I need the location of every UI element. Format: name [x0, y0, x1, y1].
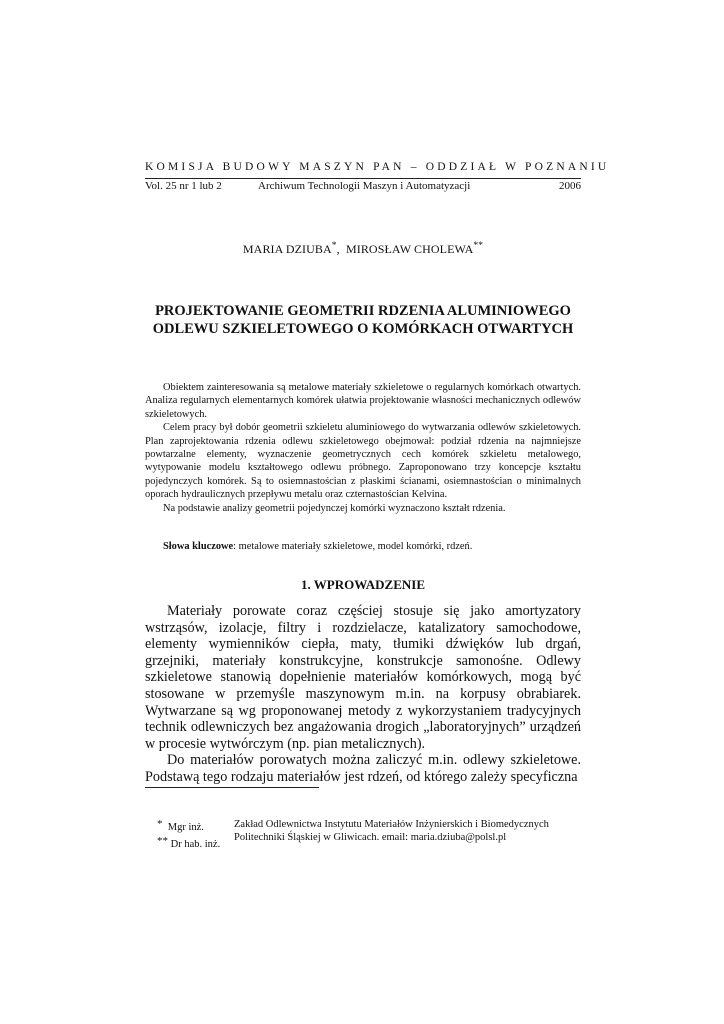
keywords-text: : metalowe materiały szkieletowe, model komórki, rdzeń. — [233, 541, 473, 552]
footnote-affiliation: Zakład Odlewnictwa Instytutu Materiałów Inżynierskich i Biomedycznych Politechniki Śląskiej w Gliwicach. email: maria.dziuba@polsl.pl — [234, 819, 549, 843]
footnote-2-title — [157, 835, 220, 850]
keywords — [145, 540, 581, 553]
title-line-2: ODLEWU SZKIELETOWEGO O KOMÓRKACH OTWARTYCH — [152, 321, 574, 337]
journal-header-line — [145, 180, 581, 192]
footnote-1-mark: * — [157, 818, 163, 830]
author-1-mark: * — [331, 241, 337, 251]
author-separator: , — [336, 242, 340, 256]
title-line-1: PROJEKTOWANIE GEOMETRII RDZENIA ALUMINIOWEGO — [155, 303, 571, 319]
author-list — [145, 241, 581, 257]
author-2-mark: ** — [473, 241, 484, 251]
journal-name: Archiwum Technologii Maszyn i Automatyzacji — [258, 180, 471, 192]
body-paragraph: Materiały porowate coraz częściej stosuje się jako amortyzatory wstrząsów, izolacje, filtry i rozdzielacze, katalizatory samochodowe, elementy wymienników ciepła, maty, tłumiki dźwięków lub drgań, grzejniki, materiały konstrukcyjne, konstrukcje samonośne. Odlewy szkieletowe stanowią dopełnienie materiałów komórkowych, mogą być stosowane w przemyśle maszynowym m.in. na korpusy obrabiarek. Wytwarzane są wg proponowanej metody z wykorzystaniem tradycyjnych technik odlewniczych bez angażowania drogich „laboratoryjnych” urządzeń w procesie wytwórczym (np. pian metalicznych). — [145, 603, 581, 752]
footnote-2-mark: ** — [157, 835, 168, 847]
section-body — [145, 603, 581, 786]
footnote-rule — [145, 787, 319, 788]
author-1: MARIA DZIUBA — [242, 242, 332, 256]
paper-title — [145, 302, 581, 338]
author-2: MIROSŁAW CHOLEWA — [345, 242, 474, 256]
volume-label: Vol. 25 nr 1 lub 2 — [145, 180, 222, 192]
abstract-paragraph: Celem pracy był dobór geometrii szkieletu aluminiowego do wytwarzania odlewów szkieletowych. Plan zaprojektowania rdzenia odlewu szkieletowego obejmował: podział rdzenia na najmniejsze powtarzalne elementy, wyznaczenie geometrycznych cech komórek szkieletu metalowego, wytypowanie modelu kształtowego odlewu próbnego. Zaproponowano trzy koncepcje kształtu pojedynczych komórek. Są to osiemnastościan z płaskimi ścianami, osiemnastościan o minimalnych oporach hydraulicznych przepływu metalu oraz czternastościan Kelvina. — [145, 422, 581, 501]
header-rule — [145, 178, 581, 179]
footnote-2-text: Dr hab. inż. — [170, 839, 221, 850]
keywords-label: Słowa kluczowe — [163, 541, 234, 552]
abstract-paragraph: Na podstawie analizy geometrii pojedynczej komórki wyznaczono kształt rdzenia. — [163, 502, 506, 514]
footnote-1-text: Mgr inż. — [167, 822, 204, 833]
body-paragraph: Do materiałów porowatych można zaliczyć m.in. odlewy szkieletowe. Podstawą tego rodzaju materiałów jest rdzeń, od którego zależy specyficzna — [145, 752, 581, 785]
abstract — [145, 381, 581, 515]
section-heading: 1. WPROWADZENIE — [300, 577, 425, 592]
series-header: KOMISJA BUDOWY MASZYN PAN – ODDZIAŁ W POZNANIU — [145, 161, 610, 173]
footnote-1-title — [157, 818, 204, 833]
year-label: 2006 — [559, 180, 581, 192]
abstract-paragraph: Obiektem zainteresowania są metalowe materiały szkieletowe o regularnych komórkach otwartych. Analiza regularnych elementarnych komórek ułatwia projektowanie własności mechanicznych odlewów szkieletowych. — [145, 382, 581, 420]
